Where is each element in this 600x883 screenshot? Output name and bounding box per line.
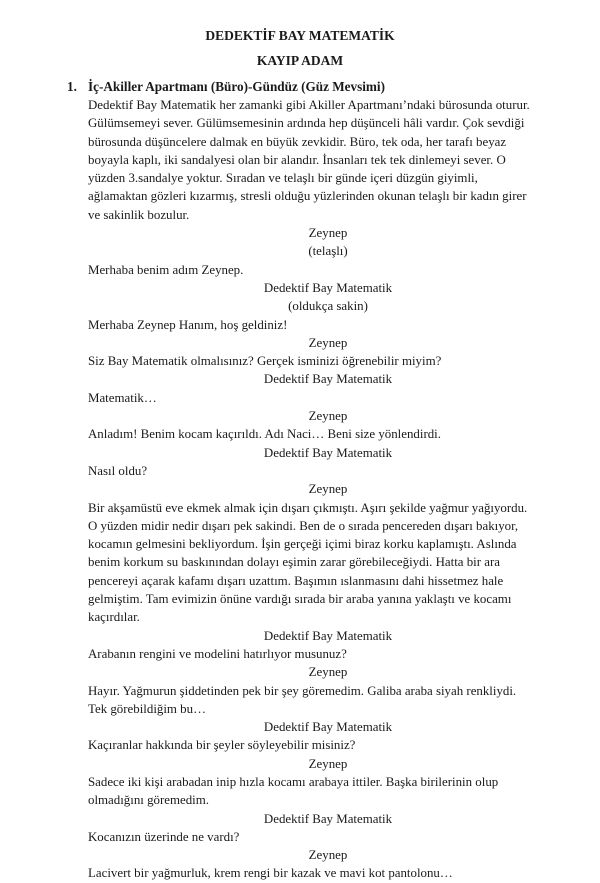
dialogue-block [88,755,568,810]
dialogue-block [88,480,568,626]
dialogue-line: Lacivert bir yağmurluk, krem rengi bir kazak ve mavi kot pantolonu… [88,866,453,881]
section-heading-text: İç-Akiller Apartmanı (Büro)-Gündüz (Güz Mevsimi) [88,79,385,94]
dialogue-block [88,370,568,407]
speaker-name: Zeynep [308,756,348,771]
dialogue-block [88,846,568,883]
dialogue-line: Anladım! Benim kocam kaçırıldı. Adı Naci… Beni size yönlendirdi. [88,427,441,442]
dialogue-line: Matematik… [88,390,157,405]
dialogue-line: Nasıl oldu? [88,463,148,478]
dialogue-block [88,334,568,371]
section-number: 1. [67,79,77,94]
dialogue-block [88,444,568,481]
dialogue-block [88,407,568,444]
speaker-name: Dedektif Bay Matematik [263,628,393,643]
dialogue-line: benim korkum su baskınından dolayı eşimin zarar görebileceğiydi. Hatta bir ara [88,555,501,570]
dialogue-line: Hayır. Yağmurun şiddetinden pek bir şey göremedim. Galiba araba siyah renkliydi. [88,683,517,698]
intro-line: Gülümsemeyi sever. Gülümsemesinin ardında hep düşünceli hâli vardır. Çok sevdiği [88,116,525,131]
dialogue-block [88,663,568,718]
speaker-name: Dedektif Bay Matematik [263,445,393,460]
speaker-name: Dedektif Bay Matematik [263,720,393,735]
dialogue-block [88,627,568,664]
section-heading [67,78,385,96]
speaker-name: Dedektif Bay Matematik [263,280,393,295]
intro-line: bürosunda düşüncelere dalmak en büyük zevkidir. Büro, tek oda, her tarafı beyaz [88,134,507,149]
speaker-name: Dedektif Bay Matematik [263,372,393,387]
dialogue-list [88,224,568,883]
intro-line: yüzden 3.sandalye yoktur. Sıradan ve telaşlı bir günde içeri düzgün giyimli, [88,171,478,186]
dialogue-line: kocamın gelmesini bekliyordum. İşin gerçeği içimi biraz korku kaplamıştı. Aslında [88,537,517,552]
speaker-name: Zeynep [308,665,348,680]
dialogue-line: Merhaba benim adım Zeynep. [88,262,244,277]
dialogue-line: Tek görebildiğim bu… [88,701,206,716]
dialogue-line: Merhaba Zeynep Hanım, hoş geldiniz! [88,317,288,332]
script-body [88,96,568,883]
intro-line: ağlamaktan gözleri kızarmış, stresli olduğu yüzlerinden okunan telaşlı bir kadın girer [88,189,527,204]
intro-line: Dedektif Bay Matematik her zamanki gibi Akiller Apartmanı’ndaki bürosunda oturur. [88,98,530,112]
dialogue-line: Bir akşamüstü eve ekmek almak için dışarı çıkmıştı. Aşırı şekilde yağmur yağıyordu. [88,500,528,515]
dialogue-line: kaçırdılar. [88,610,140,625]
dialogue-block [88,718,568,755]
dialogue-line: Sadece iki kişi arabadan inip hızla kocamı arabaya ittiler. Başka birilerinin olup [88,774,499,789]
intro-line: ve sakinlik bozulur. [88,207,190,222]
speaker-name: Zeynep [308,482,348,497]
intro-paragraph [88,96,568,224]
dialogue-line: Kocanızın üzerinde ne vardı? [88,829,240,844]
dialogue-block [88,810,568,847]
document-subtitle: KAYIP ADAM [256,53,344,68]
dialogue-line: O yüzden midir nedir dışarı pek sakindi. Ben de o sırada pencereden dışarı bakıyor, [88,518,519,533]
document-title: DEDEKTİF BAY MATEMATİK [205,28,395,43]
dialogue-line: Kaçıranlar hakkında bir şeyler söyleyebilir misiniz? [88,738,356,753]
dialogue-line: olmadığını göremedim. [88,793,210,808]
stage-direction: (oldukça sakin) [288,299,368,314]
speaker-name: Zeynep [308,335,348,350]
dialogue-block [88,224,568,279]
speaker-name: Zeynep [308,226,348,241]
speaker-name: Dedektif Bay Matematik [263,811,393,826]
speaker-name: Zeynep [308,409,348,424]
dialogue-line: pencereyi açarak kafamı dışarı uzattım. Başımın ıslanmasını dahi hissetmez hale [88,573,504,588]
dialogue-block [88,279,568,334]
dialogue-line: gelmiştim. Tam evimizin önüne vardığı sırada bir araba yanına yaklaştı ve kocamı [88,592,512,607]
dialogue-line: Siz Bay Matematik olmalısınız? Gerçek isminizi öğrenebilir miyim? [88,354,442,369]
intro-line: boyayla kaplı, iki sandalyesi olan bir alandır. İnsanları tek tek dinlemeyi sever. O [88,152,506,167]
stage-direction: (telaşlı) [308,244,348,259]
speaker-name: Zeynep [308,848,348,863]
dialogue-line: Arabanın rengini ve modelini hatırlıyor musunuz? [88,646,347,661]
